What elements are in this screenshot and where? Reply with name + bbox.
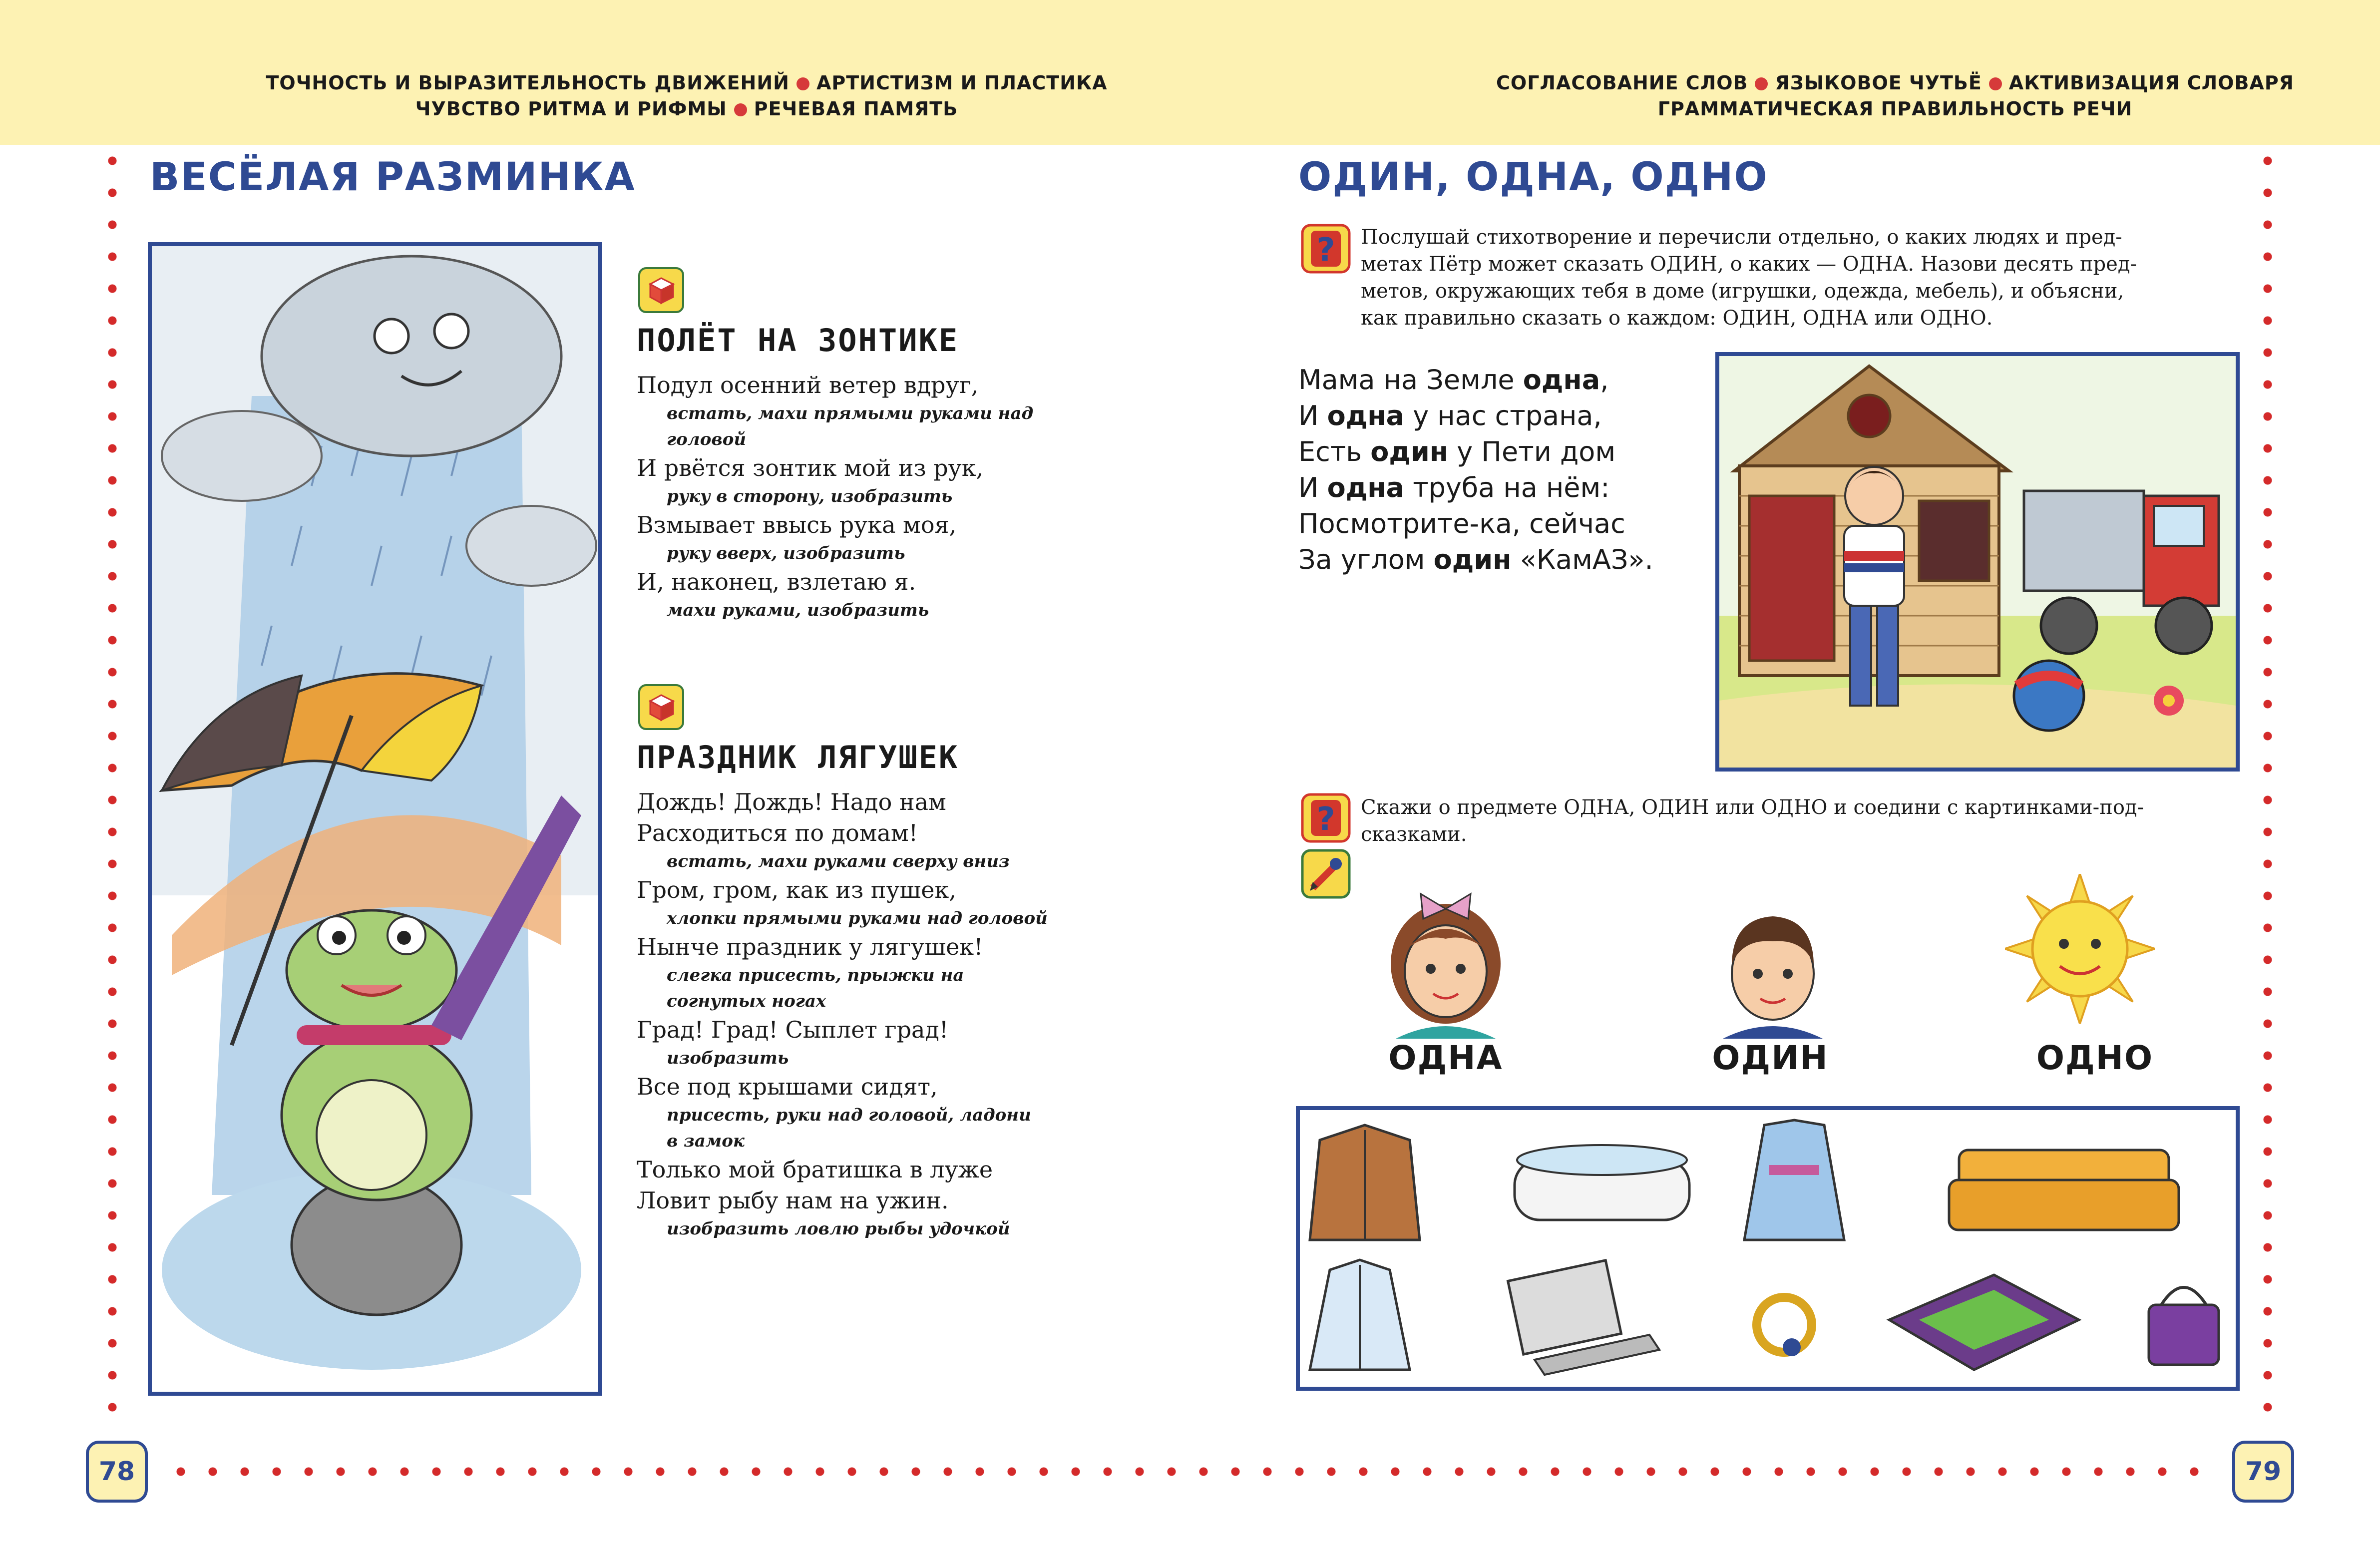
rhyme-text-part: , [1600, 364, 1609, 395]
poem-note: руку в сторону, изобразить [667, 486, 953, 506]
rhyme-line [1298, 542, 1653, 578]
tag-bullet-icon [734, 103, 747, 116]
dress-picture [1744, 1120, 1844, 1240]
poem-line: Дождь! Дождь! Надо нам [637, 788, 946, 815]
instruction-line: метов, окружающих тебя в доме (игрушки, одежда, мебель), и объясни, [1361, 280, 2124, 303]
label-odin: ОДИН [1712, 1039, 1829, 1077]
tag: ЧУВСТВО РИТМА И РИФМЫ [415, 98, 727, 120]
page-number-left: 78 [86, 1441, 148, 1503]
tag: СОГЛАСОВАНИЕ СЛОВ [1496, 72, 1748, 94]
poem-note: изобразить [667, 1048, 789, 1068]
label-odno: ОДНО [2036, 1039, 2154, 1077]
poem-line: Расходиться по домам! [637, 819, 918, 846]
frog-umbrella-picture [152, 246, 598, 1392]
coat-picture [1310, 1125, 1420, 1240]
tag: АКТИВИЗАЦИЯ СЛОВАРЯ [2008, 72, 2294, 94]
poem-line: Гром, гром, как из пушек, [637, 876, 956, 903]
rhyme-text-part: у нас страна, [1404, 400, 1602, 431]
poem-line: И рвётся зонтик мой из рук, [637, 454, 984, 481]
dotted-border-left [108, 145, 117, 1423]
house-illustration [1715, 352, 2240, 772]
tag-bullet-icon [796, 77, 809, 90]
dotted-border-right [2263, 145, 2272, 1423]
tag: АРТИСТИЗМ И ПЛАСТИКА [816, 72, 1108, 94]
poem-line: Ловит рыбу нам на ужин. [637, 1187, 949, 1214]
tag: ЯЗЫКОВОЕ ЧУТЬЁ [1775, 72, 1982, 94]
rhyme-text [1298, 362, 1653, 578]
rhyme-line: Посмотрите-ка, сейчас [1298, 508, 1625, 539]
page-number-right: 79 [2232, 1441, 2294, 1503]
label-odna: ОДНА [1388, 1039, 1503, 1077]
rhyme-keyword: один [1370, 436, 1449, 467]
instruction-text-1 [1361, 224, 2240, 332]
ring-picture [1757, 1297, 1812, 1356]
rhyme-keyword: один [1433, 544, 1512, 575]
dotted-border-bottom [165, 1467, 2212, 1476]
rhyme-text-part: труба на нём: [1404, 472, 1610, 503]
boy-picture [1703, 889, 1843, 1039]
poem-title: ПОЛЁТ НА ЗОНТИКЕ [637, 322, 959, 359]
bathtub-picture [1515, 1145, 1689, 1220]
rhyme-text-part: И [1298, 472, 1327, 503]
rhyme-text-part: Есть [1298, 436, 1371, 467]
poem-note: изобразить ловлю рыбы удочкой [667, 1219, 1010, 1239]
girl-picture [1376, 889, 1516, 1039]
poem-line: Все под крышами сидят, [637, 1073, 938, 1100]
laptop-picture [1508, 1260, 1659, 1375]
pencil-task-icon [1301, 849, 1351, 899]
rhyme-keyword: одна [1327, 400, 1405, 431]
rhyme-text-part: у Пети дом [1448, 436, 1616, 467]
poem-frogs [637, 739, 1111, 1242]
rhyme-keyword: одна [1327, 472, 1405, 503]
right-header-tags [1446, 70, 2345, 122]
question-task-icon [1301, 793, 1351, 843]
poem-line: Град! Град! Сыплет град! [637, 1016, 949, 1043]
page-title-right: ОДИН, ОДНА, ОДНО [1298, 155, 1768, 200]
poem-note: в замок [667, 1131, 745, 1151]
poem-line: Подул осенний ветер вдруг, [637, 372, 979, 398]
poem-note: присесть, руки над головой, ладони [667, 1105, 1031, 1125]
rhyme-keyword: одна [1523, 364, 1600, 395]
tag-bullet-icon [1989, 77, 2002, 90]
shirt-picture [1310, 1260, 1410, 1370]
frog-illustration [148, 242, 602, 1396]
tag: ТОЧНОСТЬ И ВЫРАЗИТЕЛЬНОСТЬ ДВИЖЕНИЙ [266, 72, 790, 94]
instruction-line: сказками. [1361, 823, 1467, 846]
poem-note: встать, махи руками сверху вниз [667, 851, 1010, 871]
poem-note: махи руками, изобразить [667, 600, 929, 620]
poem-note: руку вверх, изобразить [667, 543, 905, 563]
poem-note: согнутых ногах [667, 991, 826, 1011]
handbag-picture [2149, 1287, 2219, 1365]
objects-panel [1296, 1106, 2240, 1391]
poem-line: Нынче праздник у лягушек! [637, 933, 983, 960]
rhyme-text-part: И [1298, 400, 1327, 431]
instruction-text-2 [1361, 794, 2240, 848]
rhyme-text-part: Мама на Земле [1298, 364, 1523, 395]
poem-note: встать, махи прямыми руками над [667, 403, 1034, 423]
sun-picture [2005, 874, 2155, 1024]
poem-umbrella [637, 322, 1111, 623]
question-task-icon [1301, 224, 1351, 274]
page-title-left: ВЕСЁЛАЯ РАЗМИНКА [150, 155, 636, 200]
poem-title: ПРАЗДНИК ЛЯГУШЕК [637, 739, 959, 776]
cube-exercise-icon [638, 684, 684, 730]
objects-pictures [1300, 1110, 2236, 1387]
poem-note: головой [667, 429, 747, 449]
instruction-line: метах Пётр может сказать ОДИН, о каких — ОДНА. Назови десять пред- [1361, 253, 2137, 276]
poem-line: И, наконец, взлетаю я. [637, 568, 916, 595]
rhyme-line [1298, 470, 1653, 506]
rhyme-line [1298, 362, 1653, 398]
instruction-line: Скажи о предмете ОДНА, ОДИН или ОДНО и соедини с картинками-под- [1361, 796, 2144, 819]
cube-exercise-icon [638, 267, 684, 313]
svg-text:?: ? [1316, 801, 1335, 838]
poem-line: Взмывает ввысь рука моя, [637, 511, 957, 538]
instruction-line: Послушай стихотворение и перечисли отдельно, о каких людях и пред- [1361, 226, 2122, 249]
boy-house-truck-picture [1719, 356, 2236, 768]
tag: РЕЧЕВАЯ ПАМЯТЬ [754, 98, 958, 120]
tag: ГРАММАТИЧЕСКАЯ ПРАВИЛЬНОСТЬ РЕЧИ [1657, 98, 2133, 120]
rhyme-text-part: За углом [1298, 544, 1434, 575]
rhyme-line [1298, 434, 1653, 470]
poem-note: слегка присесть, прыжки на [667, 965, 964, 985]
rug-picture [1889, 1275, 2079, 1370]
poem-note: хлопки прямыми руками над головой [667, 908, 1048, 928]
rhyme-text-part: «КамАЗ». [1511, 544, 1653, 575]
poem-line: Только мой братишка в луже [637, 1156, 993, 1183]
sofa-picture [1949, 1150, 2179, 1230]
svg-text:?: ? [1316, 232, 1335, 269]
instruction-line: как правильно сказать о каждом: ОДИН, ОДНА или ОДНО. [1361, 307, 1993, 330]
rhyme-line [1298, 398, 1653, 434]
left-header-tags [237, 70, 1136, 122]
tag-bullet-icon [1755, 77, 1768, 90]
